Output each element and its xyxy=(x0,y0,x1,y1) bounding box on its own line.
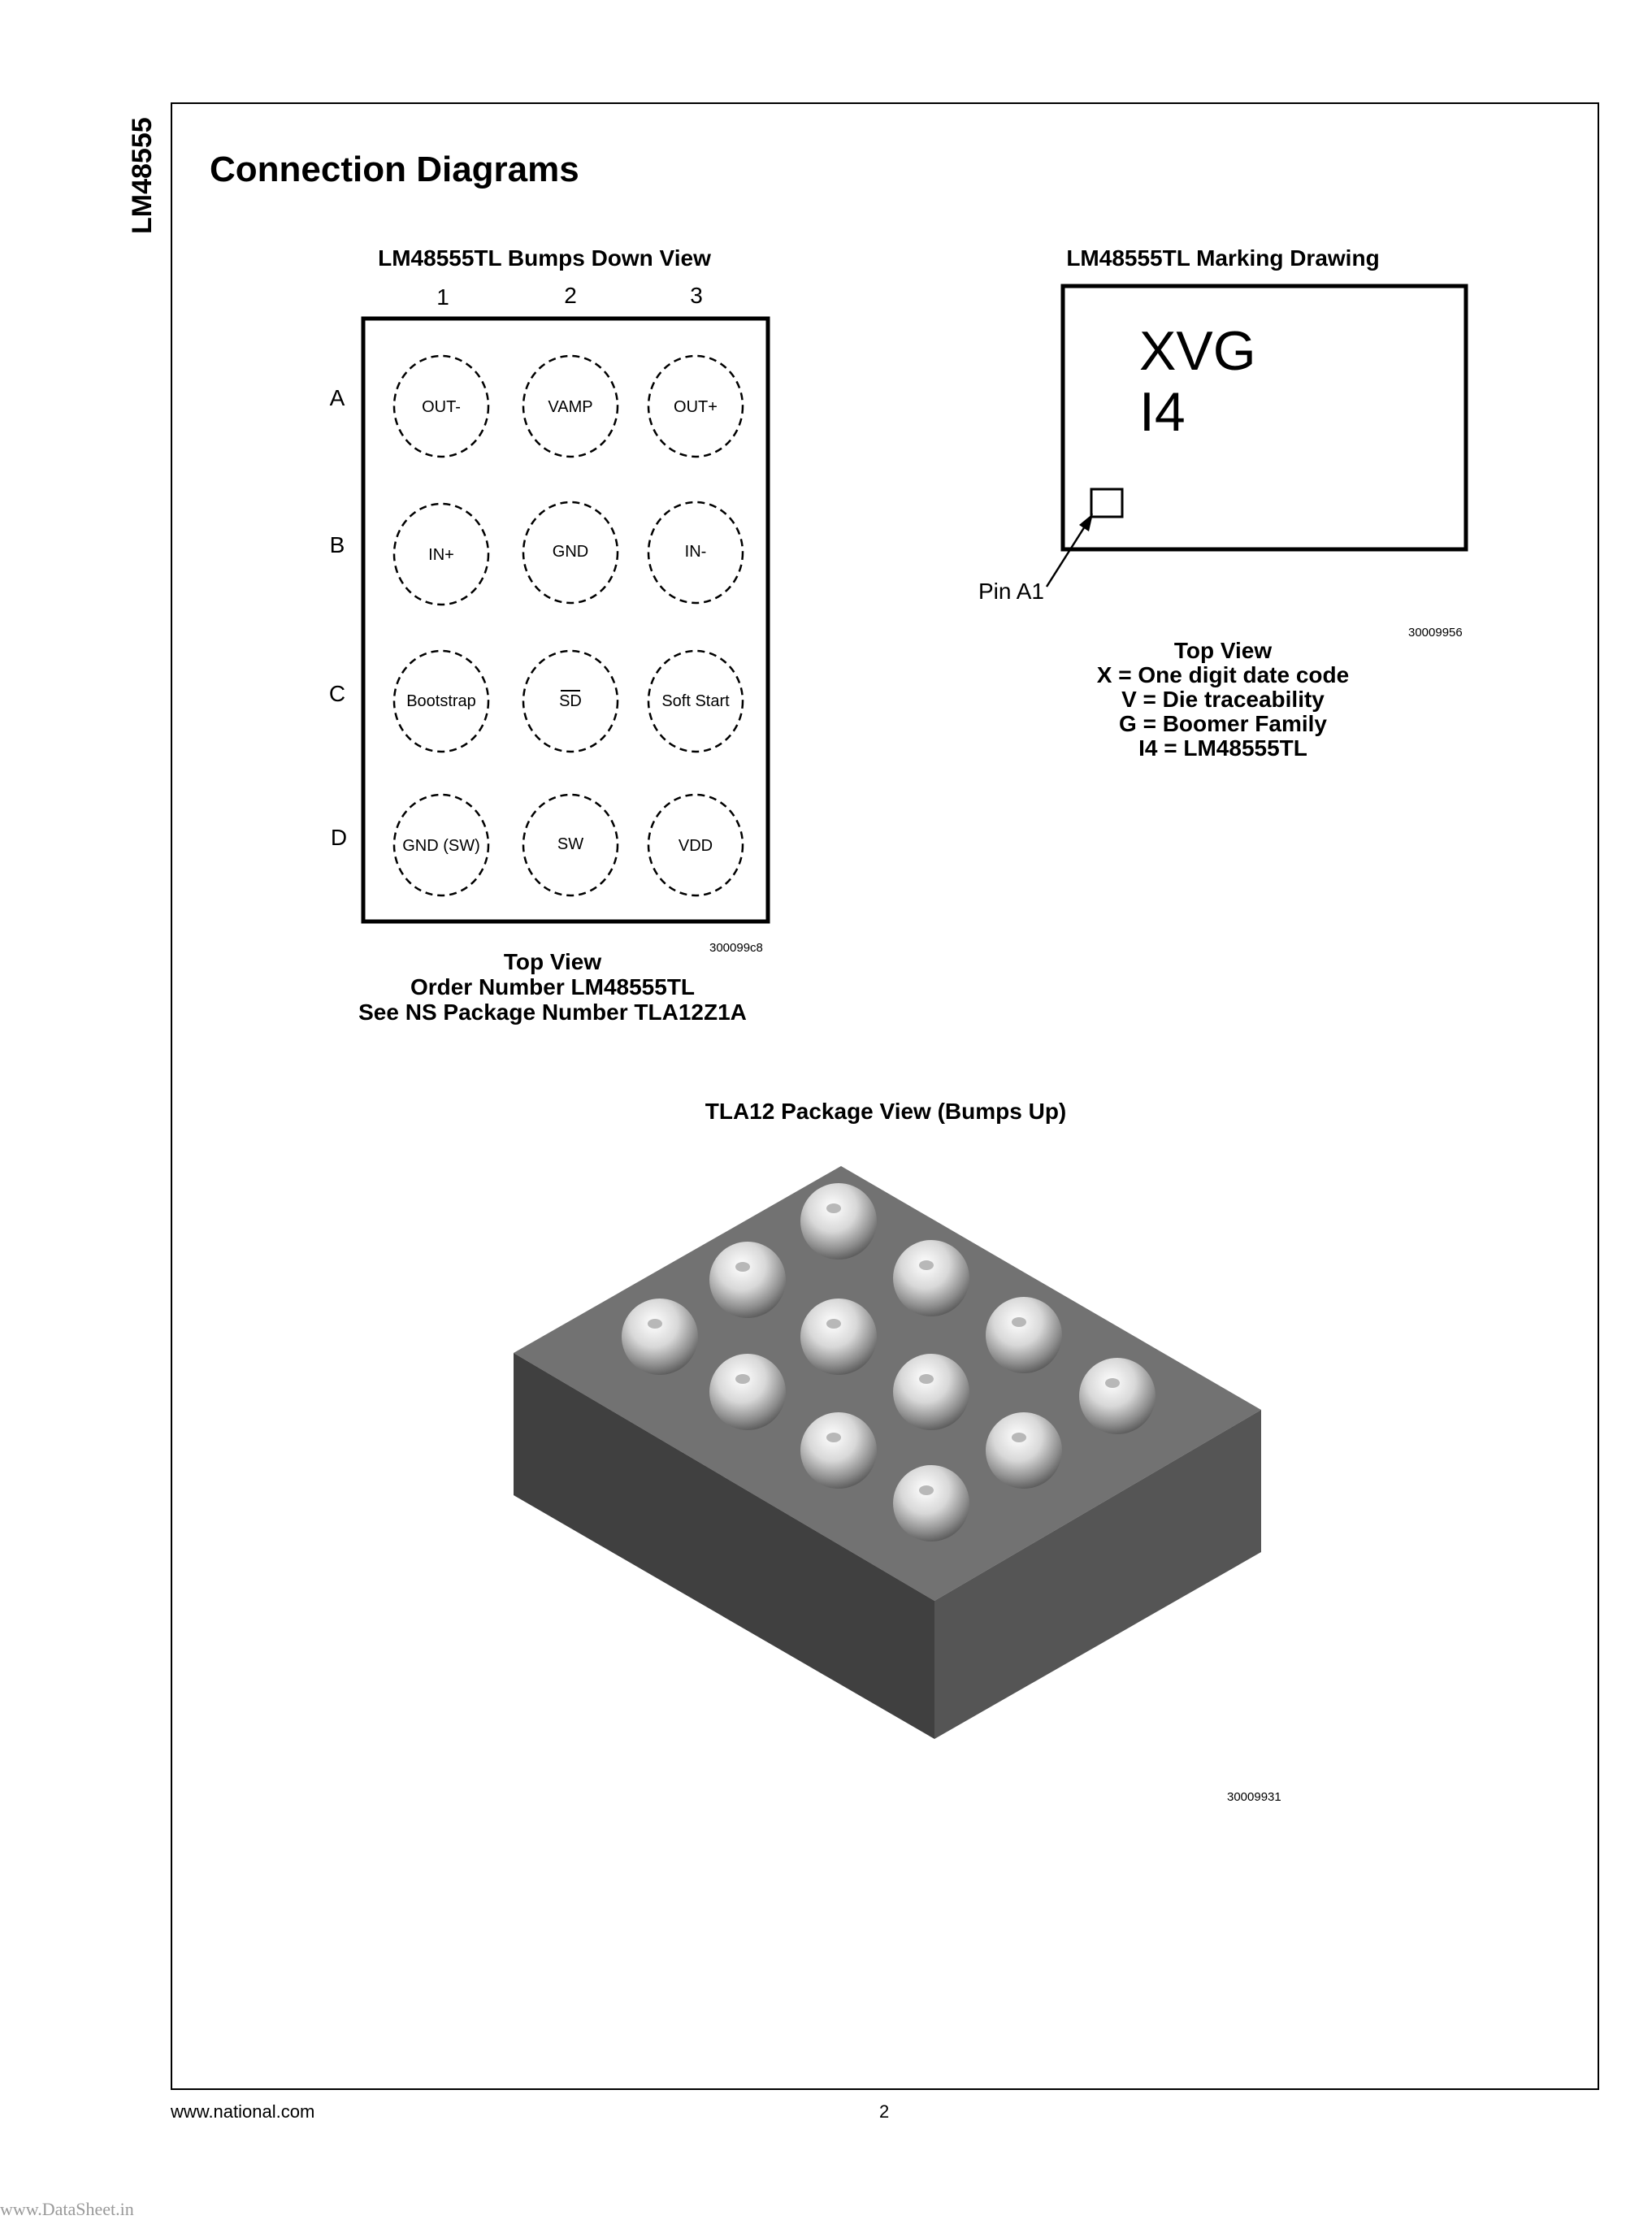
page-number: 2 xyxy=(879,2101,890,2122)
footer-url[interactable]: www.national.com xyxy=(171,2101,315,2122)
pin-a1-arrow-head xyxy=(1079,514,1093,531)
solder-ball xyxy=(709,1242,786,1318)
bumps-caption-line-1: Top View xyxy=(503,949,602,974)
column-label-2: 2 xyxy=(564,283,577,308)
solder-ball xyxy=(986,1412,1062,1489)
pin-b1-label: IN+ xyxy=(428,546,454,564)
pin-a1-marker xyxy=(1091,489,1122,517)
bumps-caption-line-3: See NS Package Number TLA12Z1A xyxy=(358,999,747,1025)
marking-line-2: I4 xyxy=(1139,381,1186,443)
pin-c1-label: Bootstrap xyxy=(406,692,476,710)
marking-caption xyxy=(1016,639,1430,761)
pin-b2-label: GND xyxy=(552,543,589,561)
pin-a1-label: OUT- xyxy=(422,398,461,416)
pin-a1-arrow-line xyxy=(1047,520,1089,587)
pin-a2-label: VAMP xyxy=(548,398,593,416)
bumps-diagram xyxy=(317,276,796,955)
solder-ball xyxy=(800,1299,877,1375)
solder-ball xyxy=(893,1240,969,1316)
package-figure-id: 30009931 xyxy=(1227,1790,1281,1804)
solder-ball xyxy=(986,1297,1062,1373)
pin-d2-label: SW xyxy=(557,835,584,853)
side-part-number-text: LM48555 xyxy=(127,117,158,234)
pin-b3-label: IN- xyxy=(684,543,707,561)
column-label-1: 1 xyxy=(436,284,449,310)
bumps-figure-id: 300099c8 xyxy=(709,941,763,955)
marking-caption-line-4: G = Boomer Family xyxy=(1119,711,1327,736)
marking-figure-id: 30009956 xyxy=(1408,626,1463,640)
row-label-c: C xyxy=(328,681,346,706)
side-part-number xyxy=(120,104,158,242)
solder-ball xyxy=(893,1354,969,1430)
solder-ball xyxy=(893,1465,969,1541)
row-label-a: A xyxy=(329,385,345,410)
solder-ball xyxy=(800,1412,877,1489)
column-label-3: 3 xyxy=(690,283,703,308)
bumps-caption xyxy=(309,949,796,1025)
marking-line-1: XVG xyxy=(1139,320,1256,382)
marking-caption-line-3: V = Die traceability xyxy=(1121,687,1325,712)
marking-diagram-title: LM48555TL Marking Drawing xyxy=(1066,245,1380,271)
pin-a1-label: Pin A1 xyxy=(978,579,1044,604)
marking-caption-line-5: I4 = LM48555TL xyxy=(1138,735,1307,761)
solder-ball xyxy=(622,1299,698,1375)
pin-d1-label: GND (SW) xyxy=(402,837,480,855)
package-3d-view xyxy=(488,1138,1300,1771)
row-label-d: D xyxy=(330,825,348,850)
row-label-b: B xyxy=(329,532,345,557)
solder-ball xyxy=(709,1354,786,1430)
solder-ball xyxy=(800,1183,877,1260)
marking-caption-line-2: X = One digit date code xyxy=(1096,662,1350,687)
watermark: www.DataSheet.in xyxy=(0,2199,134,2219)
bumps-caption-line-2: Order Number LM48555TL xyxy=(410,974,696,999)
pin-a3-label: OUT+ xyxy=(674,398,718,416)
pin-c3-label: Soft Start xyxy=(661,692,730,710)
package-view-title: TLA12 Package View (Bumps Up) xyxy=(705,1099,1067,1124)
pin-d3-label: VDD xyxy=(678,837,713,855)
solder-ball xyxy=(1079,1358,1156,1434)
marking-caption-line-1: Top View xyxy=(1173,638,1273,663)
marking-diagram xyxy=(975,276,1479,618)
pin-c2-label: SD xyxy=(559,692,582,710)
section-heading: Connection Diagrams xyxy=(210,150,579,189)
bumps-diagram-title: LM48555TL Bumps Down View xyxy=(378,245,711,271)
